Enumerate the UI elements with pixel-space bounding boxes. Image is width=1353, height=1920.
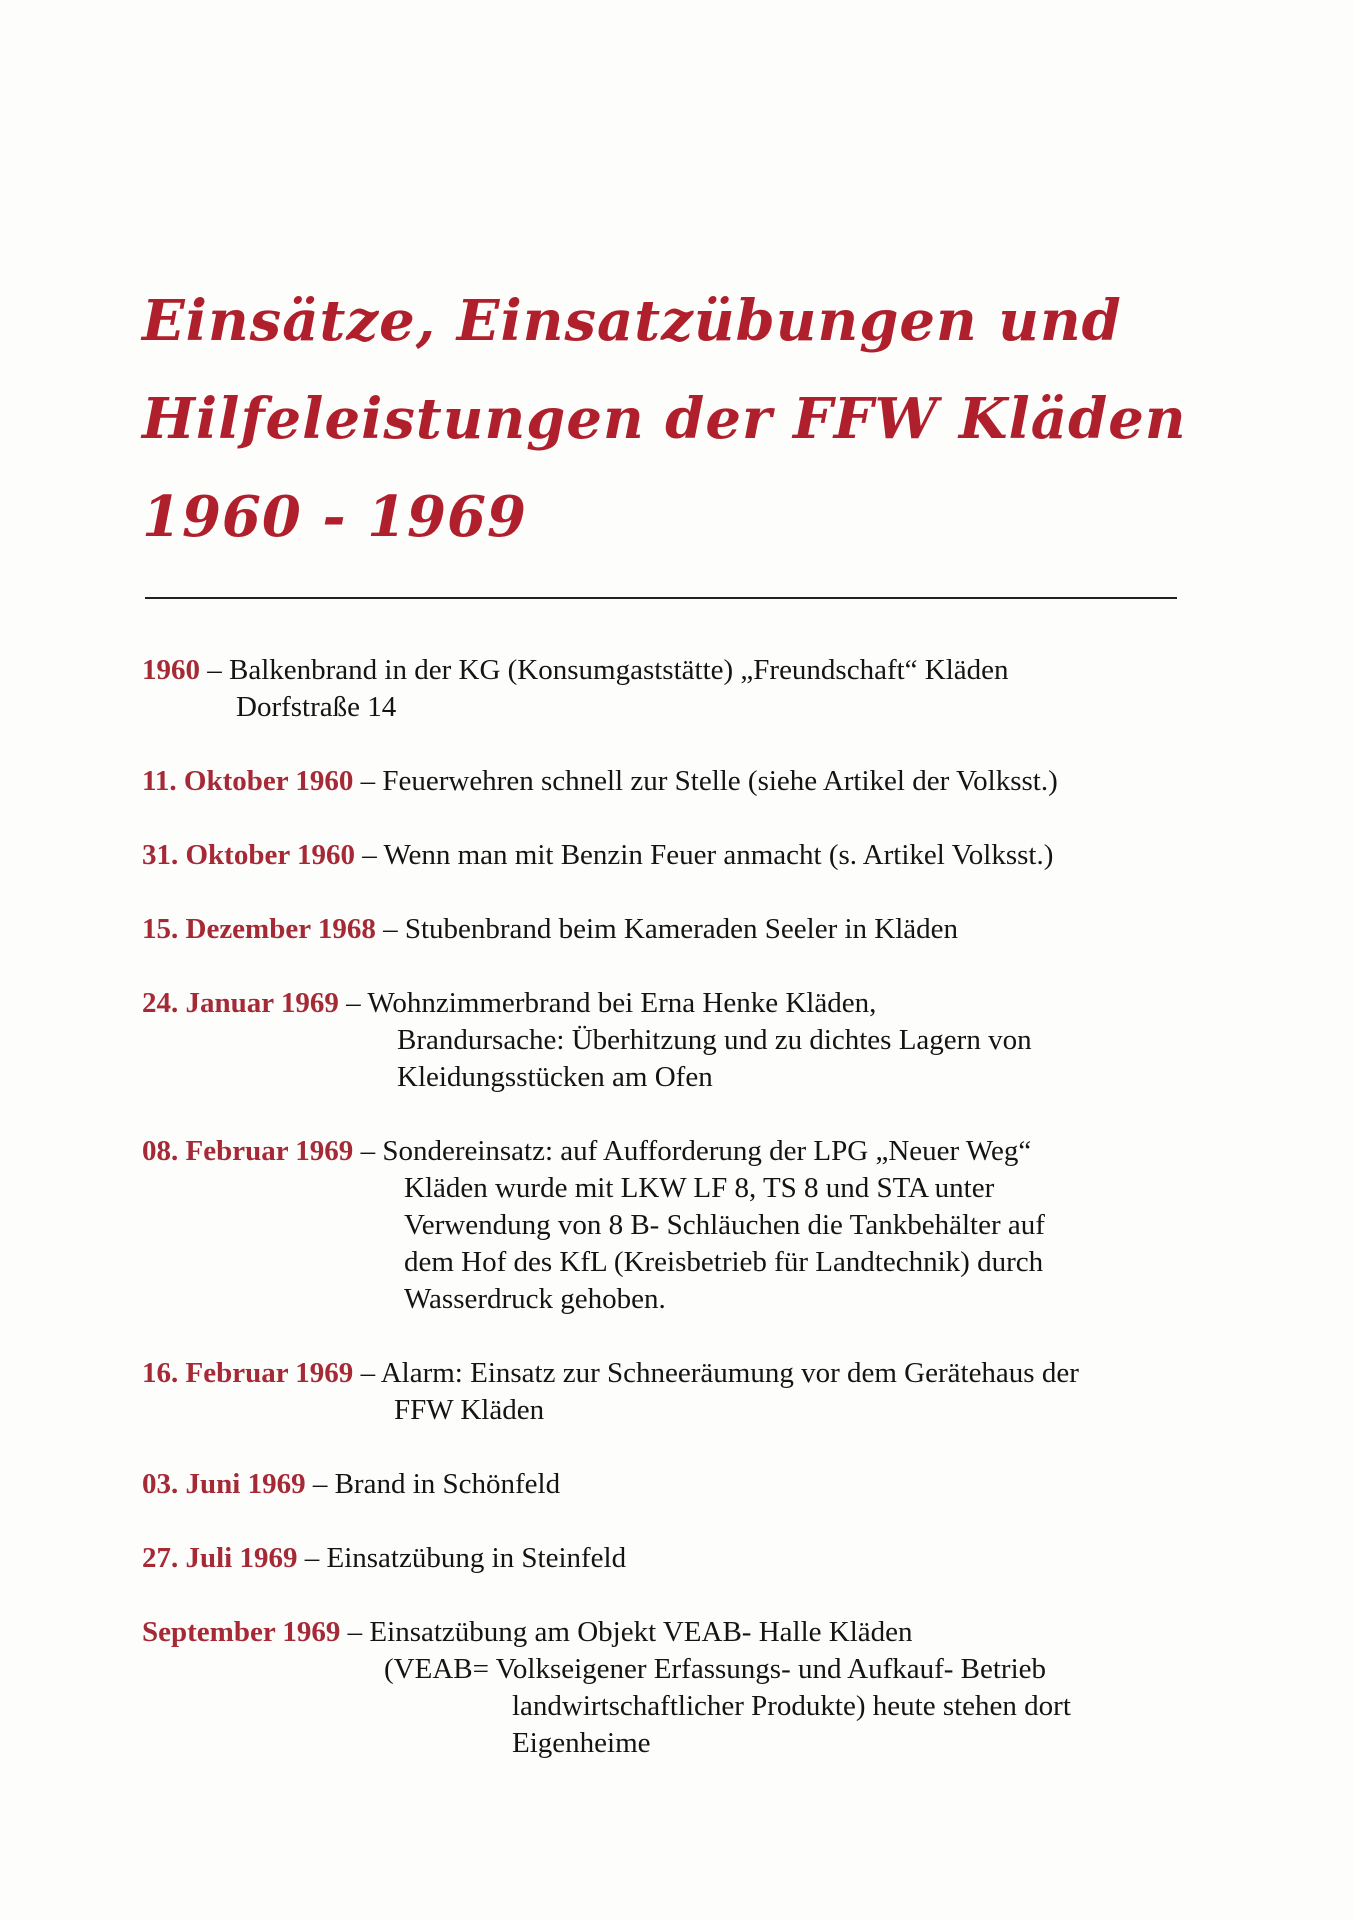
entry-text: Brandursache: Überhitzung und zu dichtes Lagern von xyxy=(397,1024,1032,1056)
entry-date: 03. Juni 1969 xyxy=(142,1468,306,1500)
entry-text: Dorfstraße 14 xyxy=(236,691,397,723)
title-line-2: Hilfeleistungen der FFW Kläden xyxy=(142,386,1187,452)
entry-text: FFW Kläden xyxy=(394,1394,545,1426)
entry-text: landwirtschaftlicher Produkte) heute stehen dort xyxy=(512,1690,1071,1722)
entry-date: 27. Juli 1969 xyxy=(142,1542,298,1574)
entry-27-juli-1969: 27. Juli 1969 – Einsatzübung in Steinfeld xyxy=(142,1542,627,1574)
entry-11-oktober-1960: 11. Oktober 1960 – Feuerwehren schnell zur Stelle (siehe Artikel der Volksst.) xyxy=(142,765,1058,797)
entry-text: Sondereinsatz: auf Aufforderung der LPG „Neuer Weg“ xyxy=(382,1135,1032,1167)
entry-text: Feuerwehren schnell zur Stelle (siehe Artikel der Volksst.) xyxy=(382,765,1058,797)
title-line-1: Einsätze, Einsatzübungen und xyxy=(142,288,1122,354)
entry-text: Kleidungsstücken am Ofen xyxy=(397,1061,713,1093)
entry-date: 08. Februar 1969 xyxy=(142,1135,354,1167)
entry-text: Balkenbrand in der KG (Konsumgaststätte) „Freundschaft“ Kläden xyxy=(229,654,1009,686)
entry-text: Wohnzimmerbrand bei Erna Henke Kläden, xyxy=(367,987,877,1019)
entry-1960: 1960 – Balkenbrand in der KG (Konsumgaststätte) „Freundschaft“ Kläden Dorfstraße 14 xyxy=(142,652,1272,726)
entry-text: Kläden wurde mit LKW LF 8, TS 8 und STA unter xyxy=(404,1172,995,1204)
entry-15-dezember-1968: 15. Dezember 1968 – Stubenbrand beim Kameraden Seeler in Kläden xyxy=(142,913,959,945)
entry-text: Wenn man mit Benzin Feuer anmacht (s. Artikel Volksst.) xyxy=(383,839,1054,871)
entry-03-juni-1969: 03. Juni 1969 – Brand in Schönfeld xyxy=(142,1468,561,1500)
divider-line xyxy=(145,597,1177,599)
entry-text: Einsatzübung in Steinfeld xyxy=(326,1542,627,1574)
entry-text: Eigenheime xyxy=(512,1727,651,1759)
entry-list xyxy=(142,652,1272,1799)
entry-16-februar-1969: 16. Februar 1969 – Alarm: Einsatz zur Schneeräumung vor dem Gerätehaus der FFW Kläden xyxy=(142,1355,1272,1429)
page-title xyxy=(142,272,1262,566)
entry-text: dem Hof des KfL (Kreisbetrieb für Landtechnik) durch xyxy=(404,1246,1044,1278)
entry-date: 1960 xyxy=(142,654,200,686)
entry-08-februar-1969: 08. Februar 1969 – Sondereinsatz: auf Aufforderung der LPG „Neuer Weg“ Kläden wurde mit LKW LF 8, TS 8 und STA unter Verwendung von 8 B- Schläuchen die Tankbehälter auf dem Hof des KfL (Kreisbetrieb für Landtechnik) durch Wasserdruck gehoben. xyxy=(142,1133,1272,1318)
title-line-3: 1960 - 1969 xyxy=(142,484,527,550)
entry-date: 24. Januar 1969 xyxy=(142,987,339,1019)
entry-31-oktober-1960: 31. Oktober 1960 – Wenn man mit Benzin Feuer anmacht (s. Artikel Volksst.) xyxy=(142,839,1054,871)
entry-text: Brand in Schönfeld xyxy=(334,1468,561,1500)
entry-text: Stubenbrand beim Kameraden Seeler in Kläden xyxy=(404,913,959,945)
entry-date: 31. Oktober 1960 xyxy=(142,839,355,871)
entry-date: September 1969 xyxy=(142,1616,341,1648)
entry-text: Wasserdruck gehoben. xyxy=(404,1283,666,1315)
entry-text: Verwendung von 8 B- Schläuchen die Tankbehälter auf xyxy=(404,1209,1045,1241)
entry-24-januar-1969: 24. Januar 1969 – Wohnzimmerbrand bei Erna Henke Kläden, Brandursache: Überhitzung und zu dichtes Lagern von Kleidungsstücken am Ofen xyxy=(142,985,1272,1096)
entry-date: 15. Dezember 1968 xyxy=(142,913,376,945)
entry-date: 11. Oktober 1960 xyxy=(142,765,354,797)
entry-september-1969: September 1969 – Einsatzübung am Objekt VEAB- Halle Kläden (VEAB= Volkseigener Erfassungs- und Aufkauf- Betrieb landwirtschaftlicher Produkte) heute stehen dort Eigenheime xyxy=(142,1614,1272,1762)
entry-text: (VEAB= Volkseigener Erfassungs- und Aufkauf- Betrieb xyxy=(384,1653,1047,1685)
entry-date: 16. Februar 1969 xyxy=(142,1357,354,1389)
entry-text: Einsatzübung am Objekt VEAB- Halle Kläden xyxy=(369,1616,913,1648)
entry-text: Alarm: Einsatz zur Schneeräumung vor dem Gerätehaus der xyxy=(380,1357,1079,1389)
